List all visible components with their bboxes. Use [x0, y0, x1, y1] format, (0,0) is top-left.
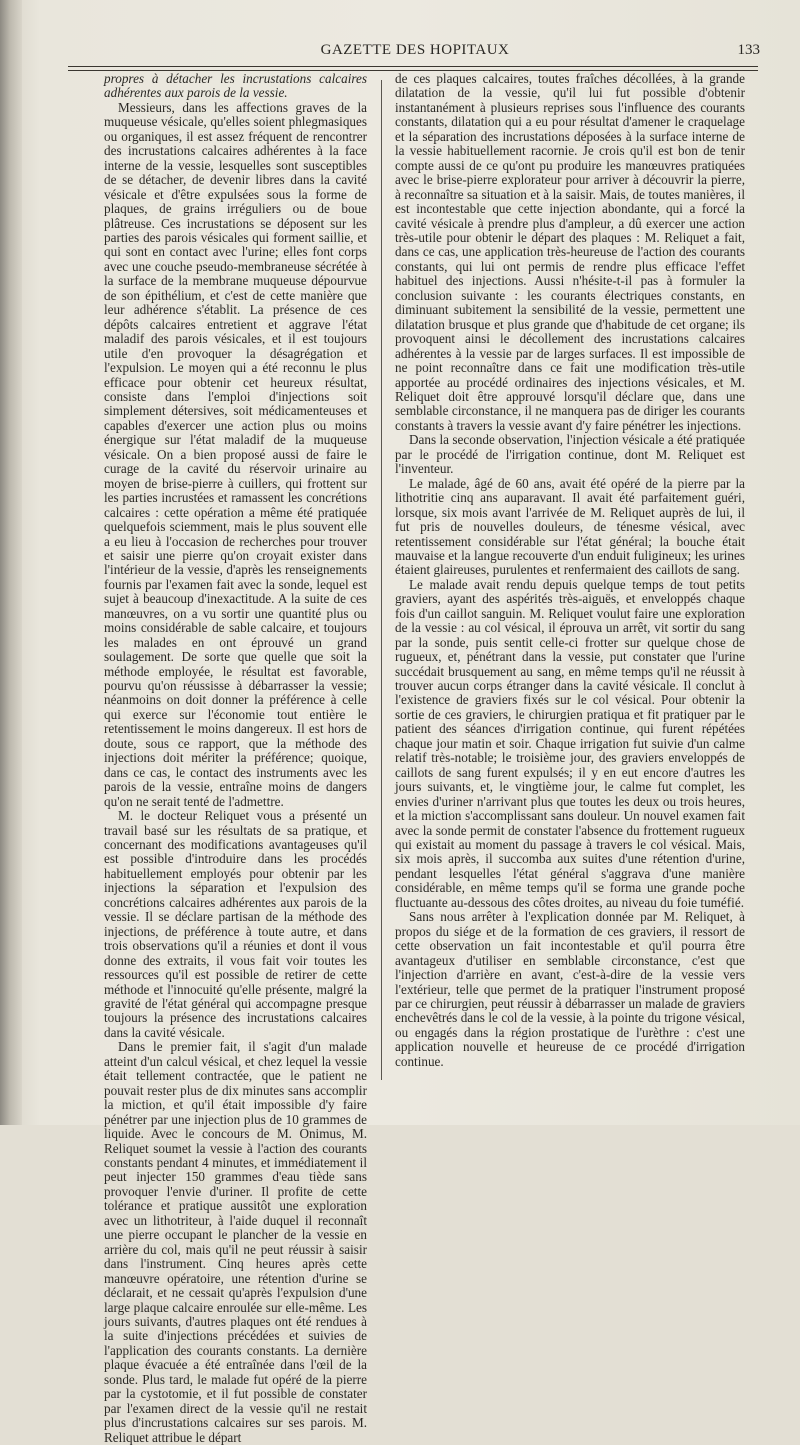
page-binding-edge — [0, 0, 22, 1125]
paragraph: Le malade avait rendu depuis quelque temps de tout petits graviers, ayant des aspérités très-aiguës, et enveloppés chaque fois d'un caillot sanguin. M. Reliquet voulut faire une exploration de la vessie : au col vésical, il éprouva un arrêt, vit sortir du sang par la sonde, puis sentit celle-ci frotter sur quelque chose de rugueux, et, pénétrant dans la vessie, put constater que l'urine succédait brusquement au sang, en même temps qu'il ne réussit à trouver aucun corps étranger dans la cavité vésicale. Il conclut à l'existence de graviers fixés sur le col vésical. Pour obtenir la sortie de ces graviers, le chirurgien pratiqua et fit pratiquer par le patient des séances d'irrigation continue, qui furent répétées chaque jour matin et soir. Chaque irrigation fut suivie d'un calme relatif très-notable; le troisième jour, des graviers enveloppés de caillots de sang furent expulsés; il y en eut encore d'autres les jours suivants, et, le vingtième jour, le calme fut complet, les envies d'uriner n'arrivant plus que toutes les deux ou trois heures, et la miction s'accomplissant sans douleur. Un nouvel examen fait avec la sonde permit de constater l'absence du frottement rugueux qui existait au moment du passage à travers le col vésical. Mais, six mois après, il succomba aux suites d'une rétention d'urine, pendant lesquelles l'état général s'aggrava d'une manière considérable, en même temps qu'il se forma une grande poche fluctuante au-dessous des côtes droites, au niveau du foie tuméfié. — [395, 576, 745, 910]
column-divider — [381, 80, 382, 1080]
left-column — [104, 72, 367, 1445]
paragraph: Messieurs, dans les affections graves de la muqueuse vésicale, qu'elles soient phlegmasiques ou organiques, il est assez fréquent de rencontrer des incrustations calcaires adhérentes à la face interne de la vessie, lesquelles sont susceptibles de se détacher, de devenir libres dans la cavité vésicale et d'être expulsées sous la forme de plaques, de grains irréguliers ou de boue plâtreuse. Ces incrustations se déposent sur les parties des parois vésicales qui forment saillie, et qui sont en contact avec l'urine; elles font corps avec une couche pseudo-membraneuse sécrétée à la surface de la membrane muqueuse dépourvue de son épithélium, et c'est de cette manière que leur adhérence s'établit. La présence de ces dépôts calcaires entretient et aggrave l'état maladif des parois vésicales, et il est toujours utile d'en provoquer la désagrégation et l'expulsion. Le moyen qui a été reconnu le plus efficace pour obtenir cet heureux résultat, consiste dans l'emploi d'injections soit simplement détersives, soit médicamenteuses et capables d'exercer une action plus ou moins énergique sur l'état maladif de la muqueuse vésicale. On a bien proposé aussi de faire le curage de la cavité du réservoir urinaire au moyen de brise-pierre à cuillers, qui frottent sur les parties incrustées et ramassent les concrétions calcaires : cette opération a même été pratiquée quelquefois sciemment, mais le plus souvent elle a eu lieu à l'occasion de recherches pour trouver et saisir une pierre qu'on croyait exister dans l'intérieur de la vessie, d'après les renseignements fournis par l'examen fait avec la sonde, lequel est sujet à beaucoup d'inexactitude. A la suite de ces manœuvres, on a vu sortir une quantité plus ou moins considérable de sable calcaire, et toujours les malades en ont éprouvé un grand soulagement. De sorte que quelle que soit la méthode employée, le résultat est favorable, pourvu qu'on réussisse à débarrasser la vessie; néanmoins on doit donner la préférence à celle qui exerce sur l'économie tout entière le retentissement le moins dangereux. Il est hors de doute, sous ce rapport, que la méthode des injections doit mériter la préférence; quoique, dans ce cas, le contact des instruments avec les parois de la vessie, entraîne moins de dangers qu'on ne serait tenté de l'admettre. — [104, 99, 367, 809]
paragraph: de ces plaques calcaires, toutes fraîches décollées, à la grande dilatation de la vessie, qu'il lui fut possible d'obtenir instantanément à plusieurs reprises sous l'influence des courants constants, dilatation qui a eu pour résultat d'amener le craquelage et la séparation des incrustations déposées à la surface interne de la vessie habituellement racornie. Je crois qu'il est bon de tenir compte aussi de ce qu'ont pu produire les manœuvres pratiquées avec le brise-pierre explorateur pour arriver à découvrir la pierre, à reconnaître sa situation et à la saisir. Mais, de toutes manières, il est incontestable que cette injection abondante, qui a forcé la cavité vésicale à prendre plus d'ampleur, a dû exercer une action très-utile pour obtenir le départ des plaques : M. Reliquet a fait, dans ce cas, une application très-heureuse de l'action des courants constants, qui lui ont permis de rendre plus efficace l'effet habituel des injections. Aussi n'hésite-t-il pas à formuler la conclusion suivante : les courants électriques constants, en diminuant subitement la sensibilité de la vessie, permettent une dilatation brusque et plus grande que d'habitude de cet organe; ils provoquent ainsi le décollement des incrustations calcaires adhérentes à la vessie par de larges surfaces. Il est impossible de ne point reconnaître dans ce fait une modification très-utile apportée au procédé ordinaires des injections vésicales, et M. Reliquet doit être approuvé lorsqu'il déclare que, dans une semblable circonstance, il ne manquera pas de diriger les courants constants à travers la vessie avant d'y faire pénétrer les injections. — [395, 71, 745, 433]
paragraph: Dans le premier fait, il s'agit d'un malade atteint d'un calcul vésical, et chez lequel la vessie était tellement contractée, que le patient ne pouvait rester plus de dix minutes sans accomplir la miction, et qu'il était impossible d'y faire pénétrer par une injection plus de 10 grammes de liquide. Avec le concours de M. Onimus, M. Reliquet soumet la vessie à l'action des courants constants pendant 4 minutes, et immédiatement il peut injecter 150 grammes d'eau tiède sans provoquer l'envie d'uriner. Il profite de cette tolérance et pratique aussitôt une exploration avec un lithotriteur, à l'aide duquel il reconnaît une pierre occupant le plancher de la vessie en arrière du col, mais qu'il ne peut réussir à saisir dans l'instrument. Cinq heures après cette manœuvre opératoire, une rétention d'urine se déclarait, et ne cessait qu'après l'expulsion d'une large plaque calcaire enroulée sur elle-même. Les jours suivants, d'autres plaques ont été rendues à la suite d'injections précédées et suivies de l'application des courants constants. La dernière plaque évacuée a été entraînée dans l'œil de la sonde. Plus tard, le malade fut opéré de la pierre par la cystotomie, et il fut possible de constater par l'examen direct de la vessie qu'il ne restait plus d'incrustations calcaires sur ses parois. M. Reliquet attribue le départ — [104, 1039, 367, 1445]
journal-title: GAZETTE DES HOPITAUX — [320, 42, 510, 58]
paragraph: propres à détacher les incrustations calcaires adhérentes aux parois de la vessie. — [104, 71, 367, 101]
paragraph: M. le docteur Reliquet vous a présenté un travail basé sur les résultats de sa pratique, et concernant des modifications avantageuses qu'il est possible d'introduire dans les procédés habituellement employés pour obtenir par les injections la séparation et l'expulsion des concrétions calcaires adhérentes aux parois de la vessie. Il se déclare partisan de la méthode des injections, de préférence à toute autre, et dans trois observations qu'il a réunies et dont il vous donne des extraits, il vous fait voir toutes les ressources qu'il est possible de retirer de cette méthode et l'innocuité qu'elle présente, malgré la gravité de l'état général qui accompagne presque toujours la présence des incrustations calcaires dans la cavité vésicale. — [104, 808, 367, 1040]
right-column — [395, 72, 745, 1069]
page-header — [70, 42, 760, 66]
paragraph: Dans la seconde observation, l'injection vésicale a été pratiquée par le procédé de l'irrigation continue, dont M. Reliquet est l'inventeur. — [395, 432, 745, 477]
paragraph: Sans nous arrêter à l'explication donnée par M. Reliquet, à propos du siége et de la formation de ces graviers, il ressort de cette observation un fait incontestable et qu'il pourra être avantageux d'utiliser en semblable circonstance, c'est que l'injection d'arrière en avant, c'est-à-dire de la vessie vers l'extérieur, telle que permet de la pratiquer l'instrument proposé par ce chirurgien, peut réussir à débarrasser un malade de graviers enchevêtrés dans le col de la vessie, à la pointe du trigone vésical, ou engagés dans la région prostatique de l'urèthre : c'est une application nouvelle et heureuse de ce procédé d'irrigation continue. — [395, 909, 745, 1069]
paragraph: Le malade, âgé de 60 ans, avait été opéré de la pierre par la lithotritie cinq ans auparavant. Il avait été parfaitement guéri, lorsque, six mois avant l'arrivée de M. Reliquet auprès de lui, il fut pris de nouvelles douleurs, de ténesme vésical, avec retentissement considérable sur l'état général; la bouche était mauvaise et la langue recouverte d'un enduit fuligineux; les urines étaient glaireuses, purulentes et renfermaient des caillots de sang. — [395, 475, 745, 578]
page-number: 133 — [737, 42, 760, 58]
